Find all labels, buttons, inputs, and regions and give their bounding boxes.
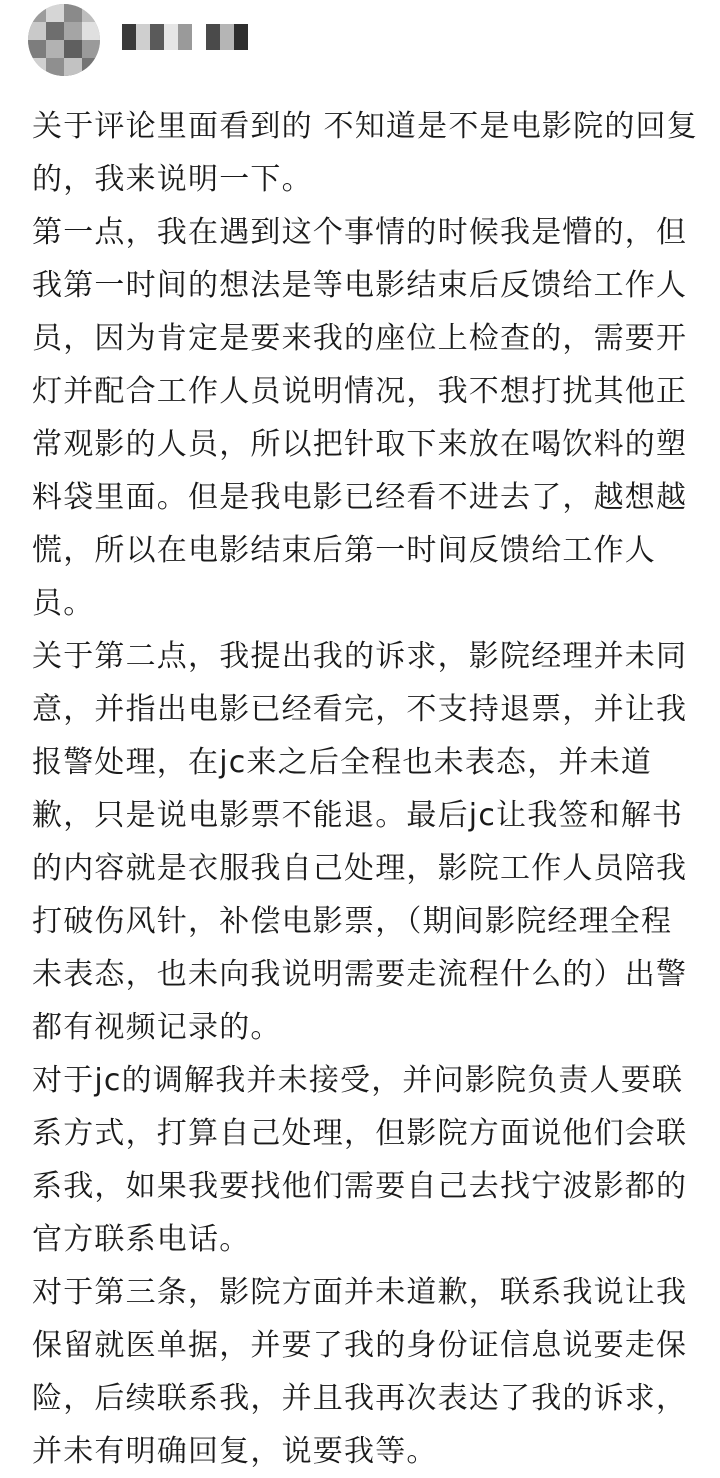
paragraph-mediation: 对于jc的调解我并未接受，并问影院负责人要联系方式，打算自己处理，但影院方面说他们会联系我，如果我要找他们需要自己去找宁波影都的官方联系电话。: [32, 1063, 688, 1257]
paragraph-intro: 关于评论里面看到的 不知道是不是电影院的回复的，我来说明一下。: [32, 109, 698, 197]
username-redacted[interactable]: [122, 24, 252, 50]
avatar[interactable]: [28, 4, 100, 76]
paragraph-point-one: 第一点，我在遇到这个事情的时候我是懵的，但我第一时间的想法是等电影结束后反馈给工作人员，因为肯定是要来我的座位上检查的，需要开灯并配合工作人员说明情况，我不想打扰其他正常观影的人员，所以把针取下来放在喝饮料的塑料袋里面。但是我电影已经看不进去了，越想越慌，所以在电影结束后第一时间反馈给工作人员。: [32, 215, 688, 621]
paragraph-point-two: 关于第二点，我提出我的诉求，影院经理并未同意，并指出电影已经看完，不支持退票，并让我报警处理，在jc来之后全程也未表态，并未道歉，只是说电影票不能退。最后jc让我签和解书的内容就是衣服我自己处理，影院工作人员陪我打破伤风针，补偿电影票，（期间影院经理全程未表态，也未向我说明需要走流程什么的）出警都有视频记录的。: [32, 639, 688, 1045]
post-body: [32, 100, 702, 1478]
post-header: [0, 0, 720, 92]
paragraph-point-three: 对于第三条，影院方面并未道歉，联系我说让我保留就医单据，并要了我的身份证信息说要走保险，后续联系我，并且我再次表达了我的诉求，并未有明确回复，说要我等。: [32, 1275, 688, 1469]
